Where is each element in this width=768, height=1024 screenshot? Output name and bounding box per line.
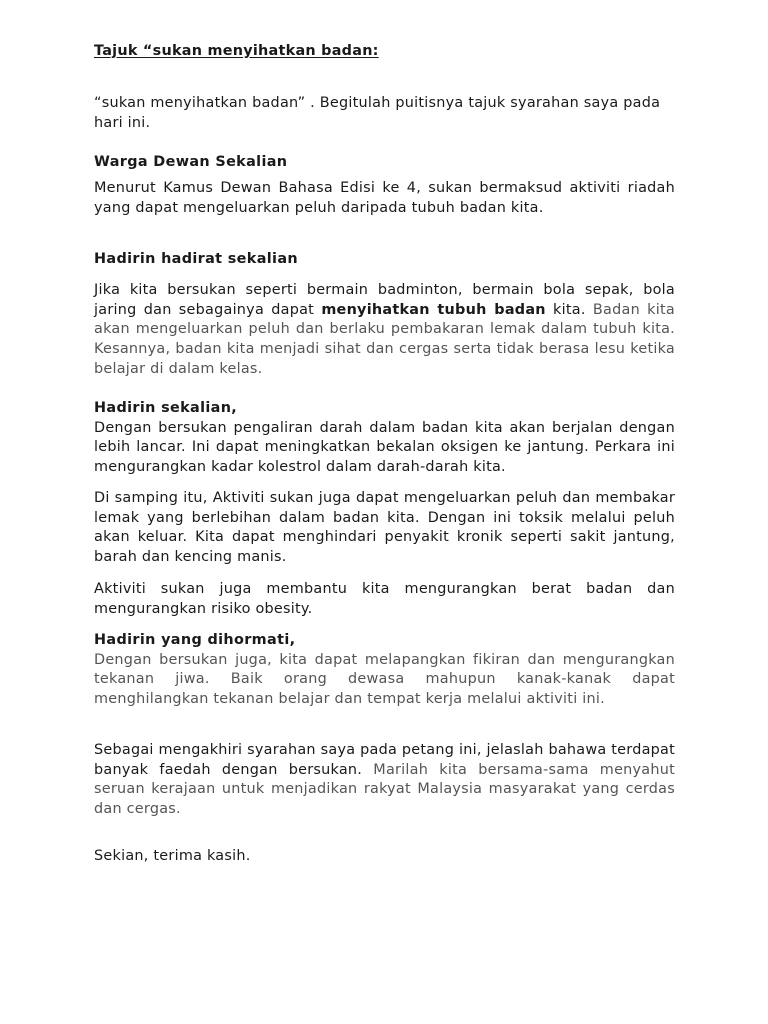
section-hadirin-dihormati bbox=[94, 631, 675, 710]
circulation-paragraph: Dengan bersukan pengaliran darah dalam badan kita akan berjalan dengan lebih lancar. Ini dapat meningkatkan bekalan oksigen ke jantung. Perkara ini mengurangkan kadar kolestrol dalam darah-darah kita. bbox=[94, 419, 675, 476]
benefits-text-start: Jika kita bersukan seperti bermain badminton, bermain bola sepak, bola jaring dan sebagainya dapat bbox=[94, 282, 675, 318]
section-heading-hadirin-dihormati: Hadirin yang dihormati, bbox=[94, 632, 296, 648]
benefits-emphasis: menyihatkan tubuh badan bbox=[321, 301, 546, 318]
section-heading-warga: Warga Dewan Sekalian bbox=[94, 154, 288, 170]
benefits-text-end: Badan kita akan mengeluarkan peluh dan berlaku pembakaran lemak dalam tubuh kita. Kesannya, badan kita menjadi sihat dan cergas serta tidak berasa lesu ketika belajar di dalam kelas. bbox=[94, 301, 675, 377]
document-title: Tajuk “sukan menyihatkan badan: bbox=[94, 43, 379, 59]
closing-text-main: Sebagai mengakhiri syarahan saya pada petang ini, jelaslah bahawa terdapat banyak faedah dengan bersukan. bbox=[94, 742, 675, 778]
closing-paragraph bbox=[94, 741, 675, 820]
benefits-paragraph bbox=[94, 281, 675, 380]
intro-paragraph: “sukan menyihatkan badan” . Begitulah puitisnya tajuk syarahan saya pada hari ini. bbox=[94, 95, 661, 131]
section-heading-hadirin-hadirat: Hadirin hadirat sekalian bbox=[94, 251, 298, 267]
benefits-text-mid: kita. bbox=[545, 301, 586, 318]
closing-text-call: Marilah kita bersama-sama menyahut seruan kerajaan untuk menjadikan rakyat Malaysia masyarakat yang cerdas dan cergas. bbox=[94, 761, 676, 818]
signoff-text: Sekian, terima kasih. bbox=[94, 848, 251, 864]
toxins-paragraph: Di samping itu, Aktiviti sukan juga dapat mengeluarkan peluh dan membakar lemak yang berlebihan dalam badan kita. Dengan ini toksik melalui peluh akan keluar. Kita dapat menghindari penyakit kronik seperti sakit jantung, barah dan kencing manis. bbox=[94, 490, 675, 566]
section-heading-hadirin-sekalian: Hadirin sekalian, bbox=[94, 400, 238, 416]
section-hadirin-sekalian bbox=[94, 399, 675, 478]
weight-paragraph: Aktiviti sukan juga membantu kita mengurangkan berat badan dan mengurangkan risiko obesity. bbox=[94, 581, 675, 617]
definition-paragraph: Menurut Kamus Dewan Bahasa Edisi ke 4, sukan bermaksud aktiviti riadah yang dapat mengeluarkan peluh daripada tubuh badan kita. bbox=[94, 180, 675, 216]
stress-paragraph: Dengan bersukan juga, kita dapat melapangkan fikiran dan mengurangkan tekanan jiwa. Baik orang dewasa mahupun kanak-kanak dapat menghilangkan tekanan belajar dan tempat kerja melalui aktiviti ini. bbox=[94, 651, 675, 708]
